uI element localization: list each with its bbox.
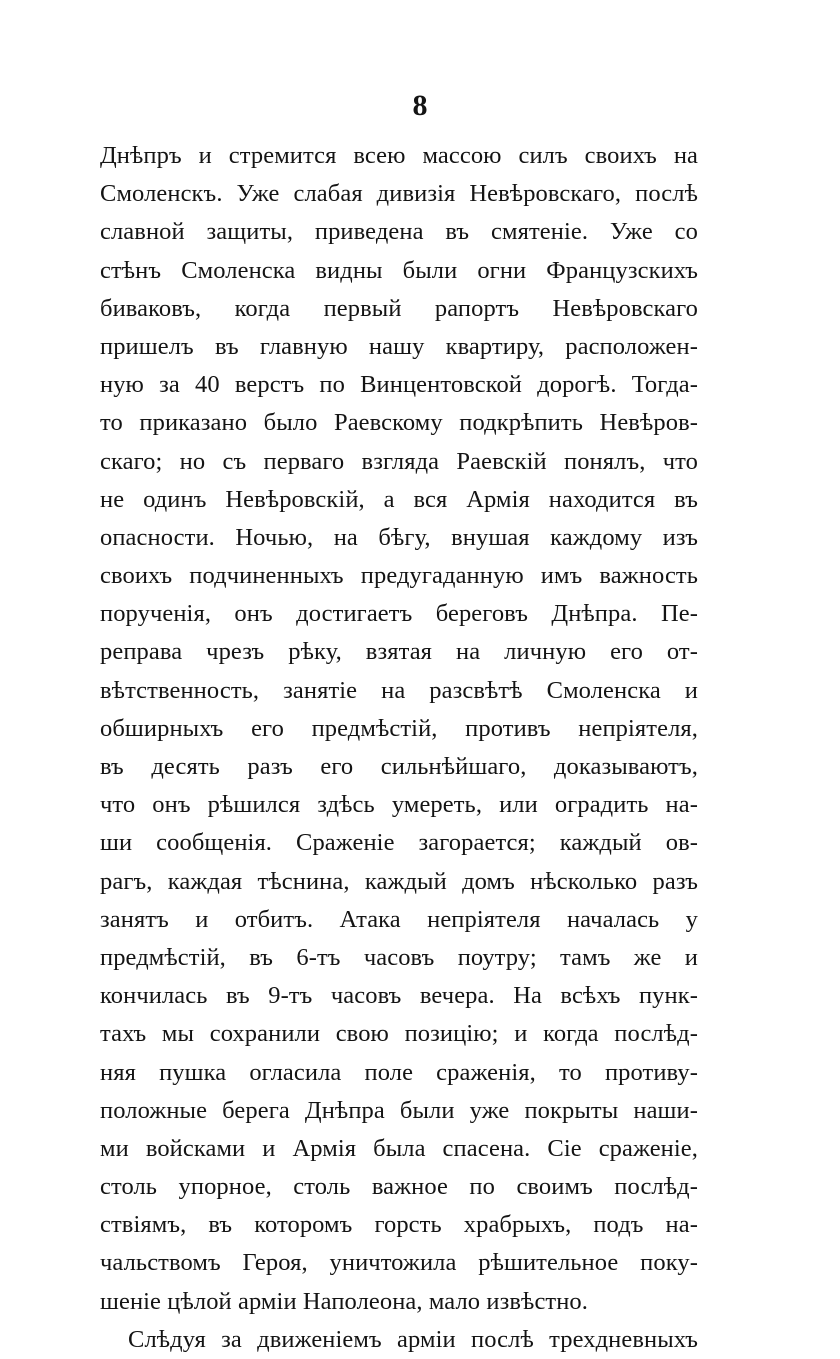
text-line: въ десять разъ его сильнѣйшаго, доказываютъ, — [100, 753, 698, 780]
text-line: славной защиты, приведена въ смятеніе. Уже со — [100, 218, 698, 246]
text-line: стѣнъ Смоленска видны были огни Французскихъ — [100, 256, 698, 284]
text-line: столь упорное, столь важное по своимъ послѣд- — [100, 1173, 698, 1201]
text-line: пришелъ въ главную нашу квартиру, расположен- — [100, 332, 698, 360]
text-line: положные берега Днѣпра были уже покрыты наши- — [100, 1096, 698, 1124]
text-line: опасности. Ночью, на бѣгу, внушая каждому изъ — [100, 523, 698, 551]
text-line-paragraph-end: шеніе цѣлой арміи Наполеона, мало извѣстно. — [100, 1287, 589, 1315]
text-line: вѣтственность, занятіе на разсвѣтѣ Смоленска и — [100, 676, 698, 704]
text-line: ми войсками и Армія была спасена. Сіе сраженіе, — [100, 1134, 698, 1162]
text-line: предмѣстій, въ 6-тъ часовъ поутру; тамъ же и — [100, 943, 698, 971]
text-line: обширныхъ его предмѣстій, противъ непріятеля, — [100, 714, 698, 742]
text-line: ствіямъ, въ которомъ горсть храбрыхъ, подъ на- — [100, 1211, 698, 1239]
text-line: своихъ подчиненныхъ предугаданную имъ важность — [100, 562, 698, 590]
text-line: скаго; но съ перваго взгляда Раевскій понялъ, что — [100, 447, 698, 475]
text-line: ши сообщенія. Сраженіе загорается; каждый ов- — [100, 829, 698, 857]
text-line: биваковъ, когда первый рапортъ Невѣровскаго — [100, 294, 698, 322]
page-number: 8 — [412, 89, 428, 122]
text-line: что онъ рѣшился здѣсь умереть, или оградить на- — [100, 791, 698, 819]
text-line: реправа чрезъ рѣку, взятая на личную его от- — [100, 638, 698, 666]
text-line: Днѣпръ и стремится всею массою силъ своихъ на — [100, 142, 698, 169]
text-line: порученія, онъ достигаетъ береговъ Днѣпра. Пе- — [100, 600, 698, 628]
text-line: занятъ и отбитъ. Атака непріятеля началась у — [100, 905, 698, 933]
body-text — [100, 137, 698, 1359]
text-line: кончилась въ 9-тъ часовъ вечера. На всѣхъ пунк- — [100, 982, 698, 1010]
text-line: чальствомъ Героя, уничтожила рѣшительное поку- — [100, 1249, 698, 1277]
text-line: то приказано было Раевскому подкрѣпить Невѣров- — [100, 409, 698, 437]
text-line: не одинъ Невѣровскій, а вся Армія находится въ — [100, 485, 698, 513]
text-line-paragraph-start: Слѣдуя за движеніемъ арміи послѣ трехдневныхъ — [128, 1325, 698, 1353]
text-line: тахъ мы сохранили свою позицію; и когда послѣд- — [100, 1020, 698, 1048]
text-line: няя пушка огласила поле сраженія, то противу- — [100, 1058, 698, 1086]
text-line: Смоленскъ. Уже слабая дивизія Невѣровскаго, послѣ — [100, 180, 698, 208]
text-line: рагъ, каждая тѣснина, каждый домъ нѣсколько разъ — [100, 867, 698, 895]
text-line: ную за 40 верстъ по Винцентовской дорогѣ. Тогда- — [100, 371, 698, 399]
